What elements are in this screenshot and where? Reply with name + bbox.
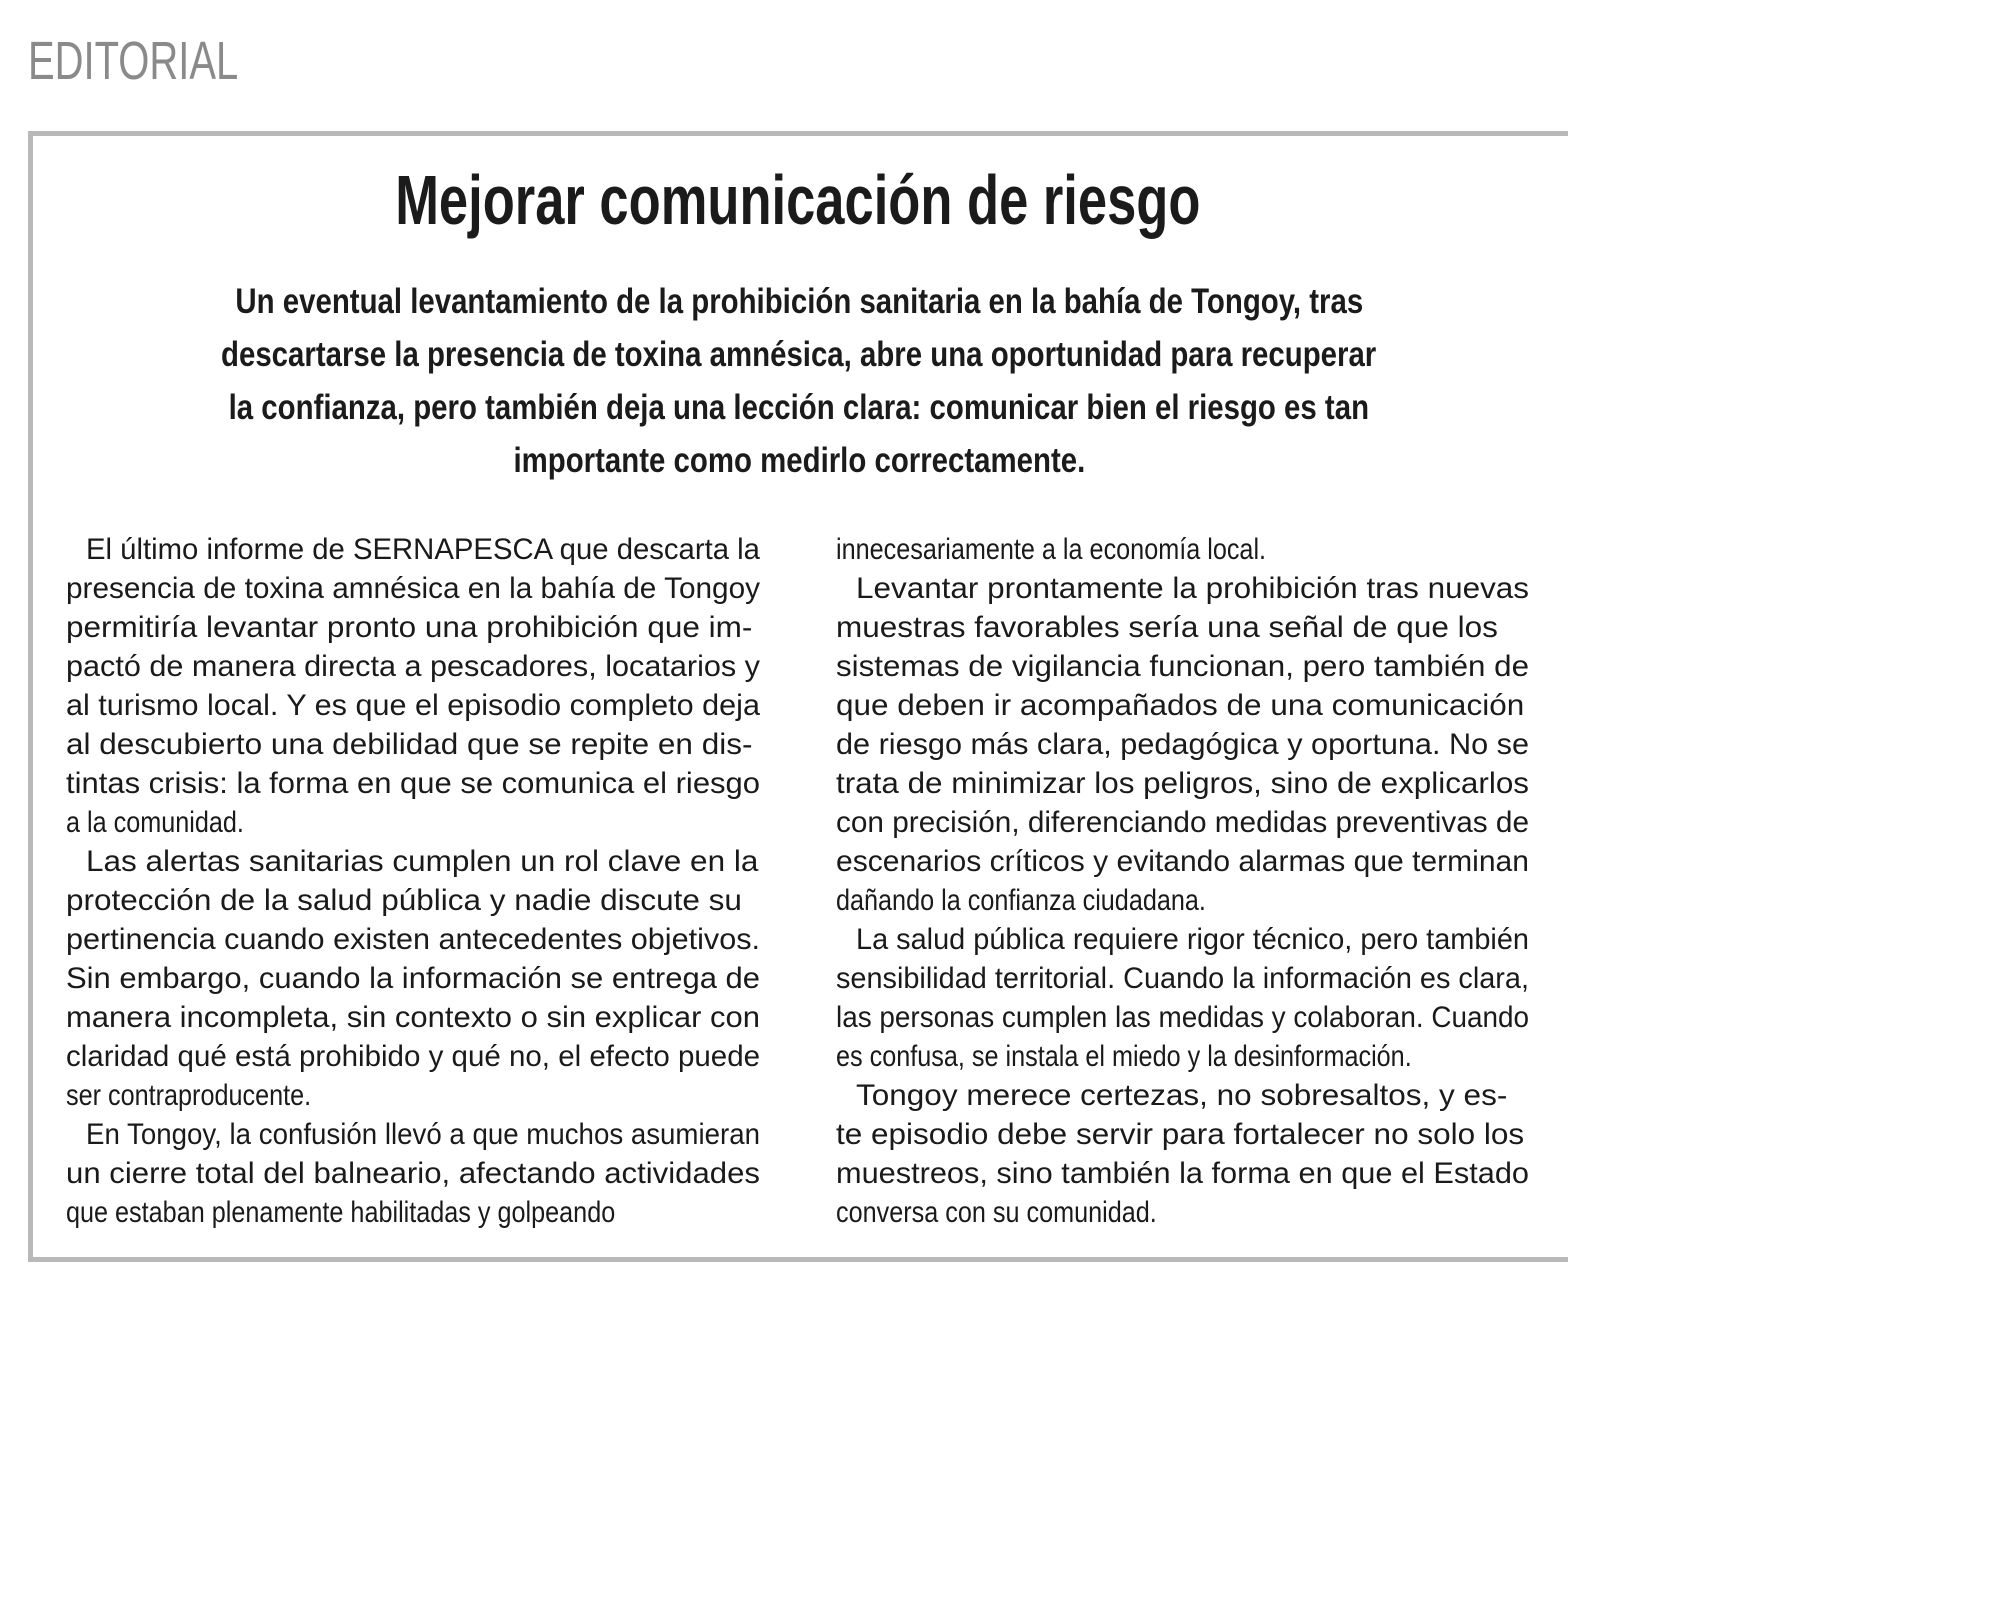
body-line-text: tintas crisis: la forma en que se comunica el riesgo [66, 767, 761, 800]
headline [28, 160, 1568, 240]
deck-line-text: importante como medirlo correctamente. [513, 441, 1085, 480]
body-line [66, 920, 760, 959]
body-line [836, 1037, 1529, 1076]
body-line-text: con precisión, diferenciando medidas preventivas de [836, 806, 1530, 839]
body-line [66, 530, 760, 569]
body-line [66, 998, 760, 1037]
body-line [836, 998, 1529, 1037]
body-line-text: protección de la salud pública y nadie discute su [66, 884, 742, 917]
body-line-text: claridad qué está prohibido y qué no, el efecto puede [66, 1040, 761, 1073]
body-line [66, 1154, 760, 1193]
section-label: EDITORIAL [28, 31, 239, 91]
body-line-text: pactó de manera directa a pescadores, locatarios y [66, 650, 760, 683]
body-line [836, 842, 1529, 881]
body-line-text: muestreos, sino también la forma en que el Estado [836, 1157, 1530, 1190]
deck-line [60, 275, 1538, 328]
body-line-text: En Tongoy, la confusión llevó a que muchos asumieran [86, 1118, 760, 1151]
body-line-text: Levantar prontamente la prohibición tras nuevas [856, 572, 1530, 605]
body-line-text: un cierre total del balneario, afectando actividades [66, 1157, 760, 1190]
body-line [836, 569, 1529, 608]
body-line [836, 959, 1529, 998]
body-line [836, 1193, 1529, 1232]
body-line [66, 686, 760, 725]
deck-line [60, 328, 1538, 381]
deck-line-text: la confianza, pero también deja una lección clara: comunicar bien el riesgo es tan [228, 388, 1370, 427]
body-line [836, 1076, 1529, 1115]
deck [60, 275, 1538, 487]
body-line [836, 725, 1529, 764]
headline-text: Mejorar comunicación de riesgo [395, 161, 1201, 239]
body-line-text: muestras favorables sería una señal de que los [836, 611, 1498, 644]
body-line-text: es confusa, se instala el miedo y la desinformación. [836, 1040, 1412, 1073]
body-line-text: escenarios críticos y evitando alarmas que terminan [836, 845, 1529, 878]
deck-line [60, 381, 1538, 434]
body-line [66, 725, 760, 764]
body-line-text: al turismo local. Y es que el episodio completo deja [66, 689, 760, 722]
body-line-text: trata de minimizar los peligros, sino de explicarlos [836, 767, 1529, 800]
body-line [66, 764, 760, 803]
body-line-text: sistemas de vigilancia funcionan, pero también de [836, 650, 1530, 683]
body-line [66, 1193, 760, 1232]
body-line [836, 803, 1529, 842]
body-line [66, 959, 760, 998]
body-line [66, 1076, 760, 1115]
body-column-left [66, 530, 760, 1232]
body-line [836, 686, 1529, 725]
body-line-text: al descubierto una debilidad que se repite en dis- [66, 728, 753, 761]
body-line [836, 1154, 1529, 1193]
body-line-text: innecesariamente a la economía local. [836, 533, 1267, 566]
body-line [66, 803, 760, 842]
body-line-text: pertinencia cuando existen antecedentes objetivos. [66, 923, 761, 956]
body-line-text: ser contraproducente. [66, 1079, 312, 1112]
deck-line-text: descartarse la presencia de toxina amnésica, abre una oportunidad para recuperar [221, 335, 1377, 374]
body-line-text: permitiría levantar pronto una prohibición que im- [66, 611, 753, 644]
body-line-text: a la comunidad. [66, 806, 244, 839]
body-line-text: Tongoy merece certezas, no sobresaltos, y es- [856, 1079, 1508, 1112]
body-line [836, 764, 1529, 803]
body-line [836, 920, 1529, 959]
body-line-text: El último informe de SERNAPESCA que descarta la [86, 533, 760, 566]
body-line [66, 1037, 760, 1076]
body-line [66, 842, 760, 881]
body-line [66, 881, 760, 920]
body-line [836, 530, 1529, 569]
body-line [66, 569, 760, 608]
body-line-text: que deben ir acompañados de una comunicación [836, 689, 1525, 722]
body-line-text: Sin embargo, cuando la información se entrega de [66, 962, 761, 995]
body-line [836, 608, 1529, 647]
body-line-text: manera incompleta, sin contexto o sin explicar con [66, 1001, 760, 1034]
body-line [836, 881, 1529, 920]
deck-line-text: Un eventual levantamiento de la prohibición sanitaria en la bahía de Tongoy, tras [235, 282, 1363, 321]
body-line-text: de riesgo más clara, pedagógica y oportuna. No se [836, 728, 1530, 761]
body-line [836, 1115, 1529, 1154]
body-line [66, 1115, 760, 1154]
body-line-text: sensibilidad territorial. Cuando la información es clara, [836, 962, 1529, 995]
body-line-text: las personas cumplen las medidas y colaboran. Cuando [836, 1001, 1530, 1034]
body-line-text: presencia de toxina amnésica en la bahía de Tongoy [66, 572, 760, 605]
body-line-text: Las alertas sanitarias cumplen un rol clave en la [86, 845, 759, 878]
body-line-text: que estaban plenamente habilitadas y golpeando [66, 1196, 616, 1229]
body-line [836, 647, 1529, 686]
body-line [66, 647, 760, 686]
body-column-right [836, 530, 1529, 1232]
body-line [66, 608, 760, 647]
deck-line [60, 434, 1538, 487]
body-line-text: dañando la confianza ciudadana. [836, 884, 1206, 917]
body-line-text: La salud pública requiere rigor técnico, pero también [856, 923, 1529, 956]
body-line-text: conversa con su comunidad. [836, 1196, 1157, 1229]
body-line-text: te episodio debe servir para fortalecer no solo los [836, 1118, 1525, 1151]
